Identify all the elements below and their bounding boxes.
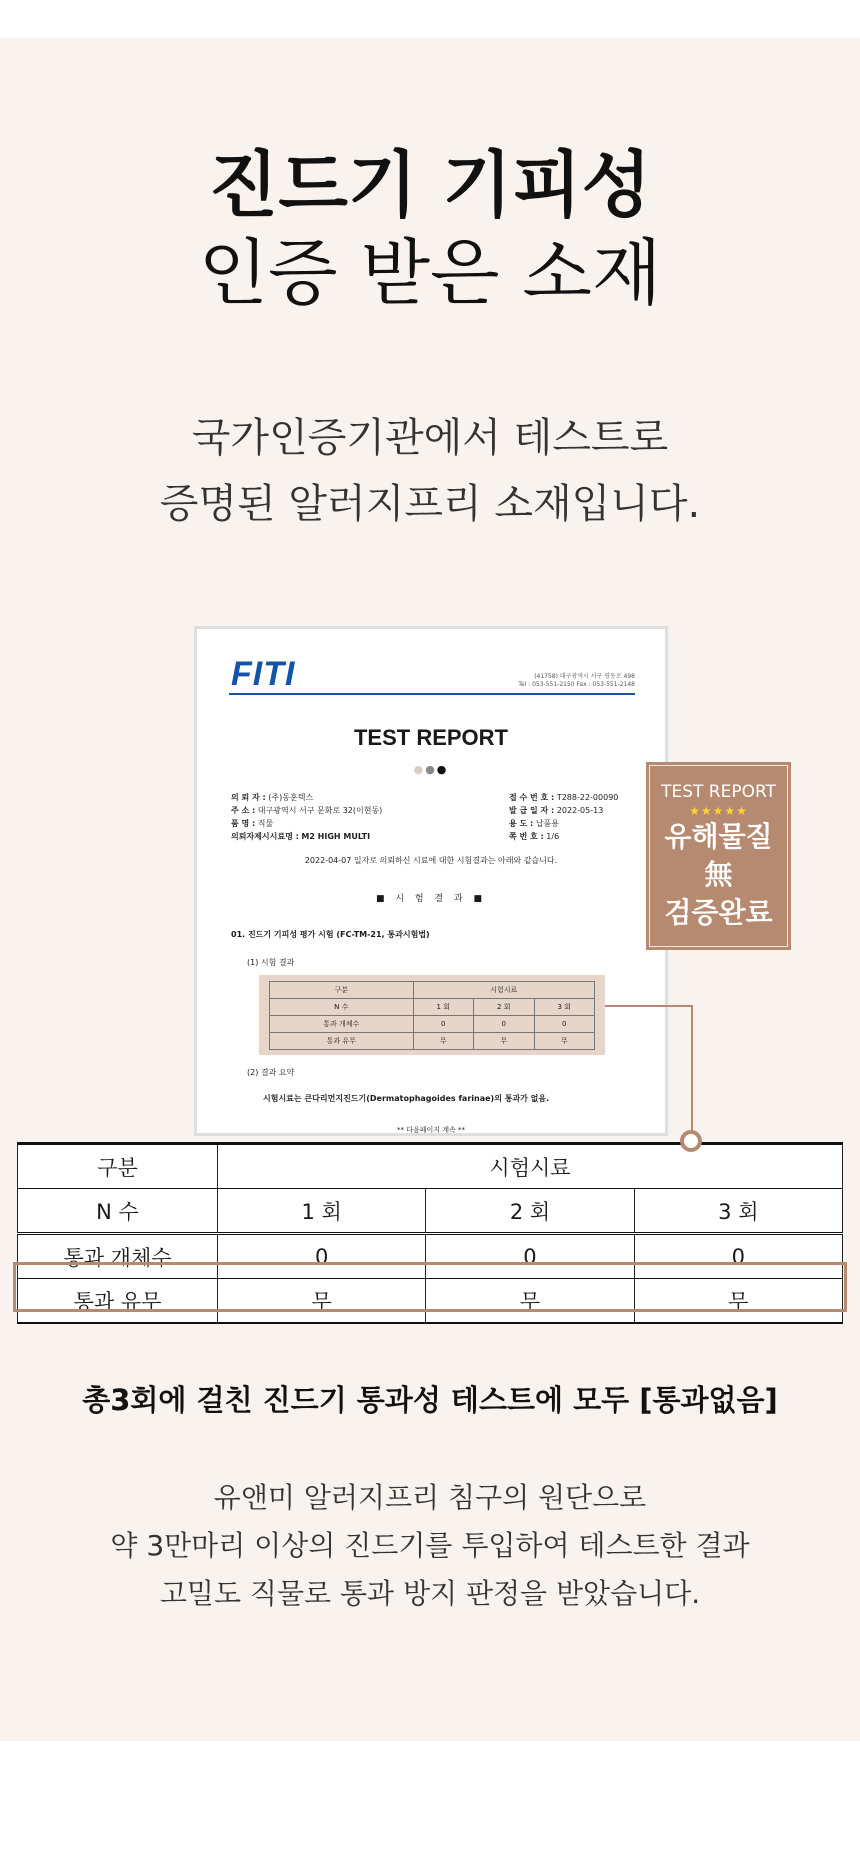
badge-line1: 유해물질 bbox=[664, 820, 773, 853]
use-label: 용 도 : bbox=[509, 819, 534, 828]
body-line1: 유앤미 알러지프리 침구의 원단으로 bbox=[213, 1481, 647, 1514]
table-cell: 구분 bbox=[18, 1144, 218, 1189]
table-cell: 통과 유무 bbox=[18, 1279, 218, 1324]
client-value: (주)동훈텍스 bbox=[268, 793, 314, 802]
table-cell: 3 회 bbox=[634, 1189, 842, 1234]
product-label: 품 명 : bbox=[231, 819, 256, 828]
report-sub-summary: (2) 결과 요약 bbox=[247, 1068, 295, 1077]
mini-cell: 시험시료 bbox=[413, 982, 594, 999]
table-row bbox=[18, 1189, 843, 1234]
body-line2: 약 3만마리 이상의 진드기를 투입하여 테스트한 결과 bbox=[110, 1529, 750, 1562]
page-title: 진드기 기피성 bbox=[208, 143, 652, 227]
page-value: 1/6 bbox=[546, 832, 560, 841]
report-client-info bbox=[231, 791, 461, 843]
mini-cell: 0 bbox=[413, 1016, 473, 1033]
report-title: TEST REPORT bbox=[353, 725, 508, 750]
receipt-label: 접 수 번 호 : bbox=[509, 793, 555, 802]
dot-dark: ● bbox=[436, 763, 449, 776]
report-continue: ** 다음페이지 계속 ** bbox=[396, 1126, 465, 1134]
mini-cell: 0 bbox=[534, 1016, 595, 1033]
issue-value: 2022-05-13 bbox=[556, 806, 604, 815]
report-dots bbox=[197, 763, 665, 776]
table-cell: 통과 개체수 bbox=[18, 1234, 218, 1279]
address-value: 대구광역시 서구 문화로 32(이현동) bbox=[257, 806, 383, 815]
report-note: 2022-04-07 일자로 의뢰하신 시료에 대한 시험결과는 아래와 같습니다. bbox=[304, 856, 558, 865]
table-cell: 1 회 bbox=[218, 1189, 426, 1234]
mini-cell: N 수 bbox=[270, 999, 414, 1016]
report-summary: 시험시료는 큰다리먼지진드기(Dermatophagoides farinae)의 통과가 없음. bbox=[263, 1094, 550, 1103]
mini-cell: 통과 유무 bbox=[270, 1033, 414, 1050]
header-rule bbox=[229, 693, 635, 695]
mini-cell: 구분 bbox=[270, 982, 414, 999]
table-cell: 시험시료 bbox=[218, 1144, 843, 1189]
badge-line2: 無 bbox=[704, 858, 733, 891]
table-cell: 0 bbox=[634, 1234, 842, 1279]
issue-label: 발 급 일 자 : bbox=[509, 806, 555, 815]
table-cell: 무 bbox=[426, 1279, 634, 1324]
table-row bbox=[18, 1144, 843, 1189]
sample-label: 의뢰자제시시료명 : bbox=[231, 832, 299, 841]
highlight-frame bbox=[13, 1262, 847, 1312]
mini-cell: 2 회 bbox=[474, 999, 534, 1016]
badge-label: TEST REPORT bbox=[661, 782, 776, 802]
callout-ring-icon bbox=[680, 1130, 702, 1152]
callout-connector-horizontal bbox=[605, 1005, 693, 1007]
client-label: 의 뢰 자 : bbox=[231, 793, 266, 802]
report-contact: Tel : 053-551-2150 Fax : 053-551-2148 bbox=[518, 681, 635, 688]
table-cell: 0 bbox=[426, 1234, 634, 1279]
subtitle-line1: 국가인증기관에서 테스트로 bbox=[191, 415, 669, 461]
badge-frame bbox=[649, 765, 788, 947]
report-test-item: 01. 진드기 기피성 평가 시험 (FC-TM-21, 통과시험법) bbox=[231, 930, 430, 939]
mini-cell: 1 회 bbox=[413, 999, 473, 1016]
table-cell: 무 bbox=[218, 1279, 426, 1324]
test-report-badge bbox=[646, 762, 791, 950]
table-cell: 2 회 bbox=[426, 1189, 634, 1234]
report-result-table bbox=[259, 975, 605, 1055]
page-title-line2: 인증 받은 소재 bbox=[198, 231, 662, 315]
mini-cell: 0 bbox=[474, 1016, 534, 1033]
mini-cell: 무 bbox=[413, 1033, 473, 1050]
badge-stars: ★★★★★ bbox=[689, 804, 748, 818]
report-meta-info bbox=[509, 791, 649, 843]
badge-line3: 검증완료 bbox=[664, 896, 773, 929]
product-value: 직물 bbox=[257, 819, 274, 828]
body-line3: 고밀도 직물로 통과 방지 판정을 받았습니다. bbox=[159, 1577, 701, 1610]
dot-mid: ● bbox=[425, 763, 437, 776]
page-label: 쪽 번 호 : bbox=[509, 832, 544, 841]
test-report-document bbox=[194, 626, 668, 1136]
subtitle-line2: 증명된 알러지프리 소재입니다. bbox=[159, 481, 701, 527]
sample-value: M2 HIGH MULTI bbox=[301, 832, 371, 841]
receipt-value: T288-22-00090 bbox=[556, 793, 619, 802]
use-value: 납품용 bbox=[535, 819, 559, 828]
callout-connector-vertical bbox=[691, 1005, 693, 1141]
mini-cell: 무 bbox=[474, 1033, 534, 1050]
table-cell: 무 bbox=[634, 1279, 842, 1324]
table-cell: 0 bbox=[218, 1234, 426, 1279]
mini-cell: 통과 개체수 bbox=[270, 1016, 414, 1033]
address-label: 주 소 : bbox=[231, 806, 256, 815]
report-address: (41758) 대구광역시 서구 평동로 498 bbox=[534, 673, 635, 680]
mini-cell: 3 회 bbox=[534, 999, 595, 1016]
table-cell: N 수 bbox=[18, 1189, 218, 1234]
result-headline: 총3회에 걸친 진드기 통과성 테스트에 모두 [통과없음] bbox=[82, 1383, 778, 1417]
mini-cell: 무 bbox=[534, 1033, 595, 1050]
report-section-title: ■ 시 험 결 과 ■ bbox=[375, 894, 487, 904]
fiti-logo: FITI bbox=[231, 655, 296, 693]
report-sub-result: (1) 시험 결과 bbox=[247, 958, 295, 967]
dot-light: ● bbox=[413, 763, 426, 776]
